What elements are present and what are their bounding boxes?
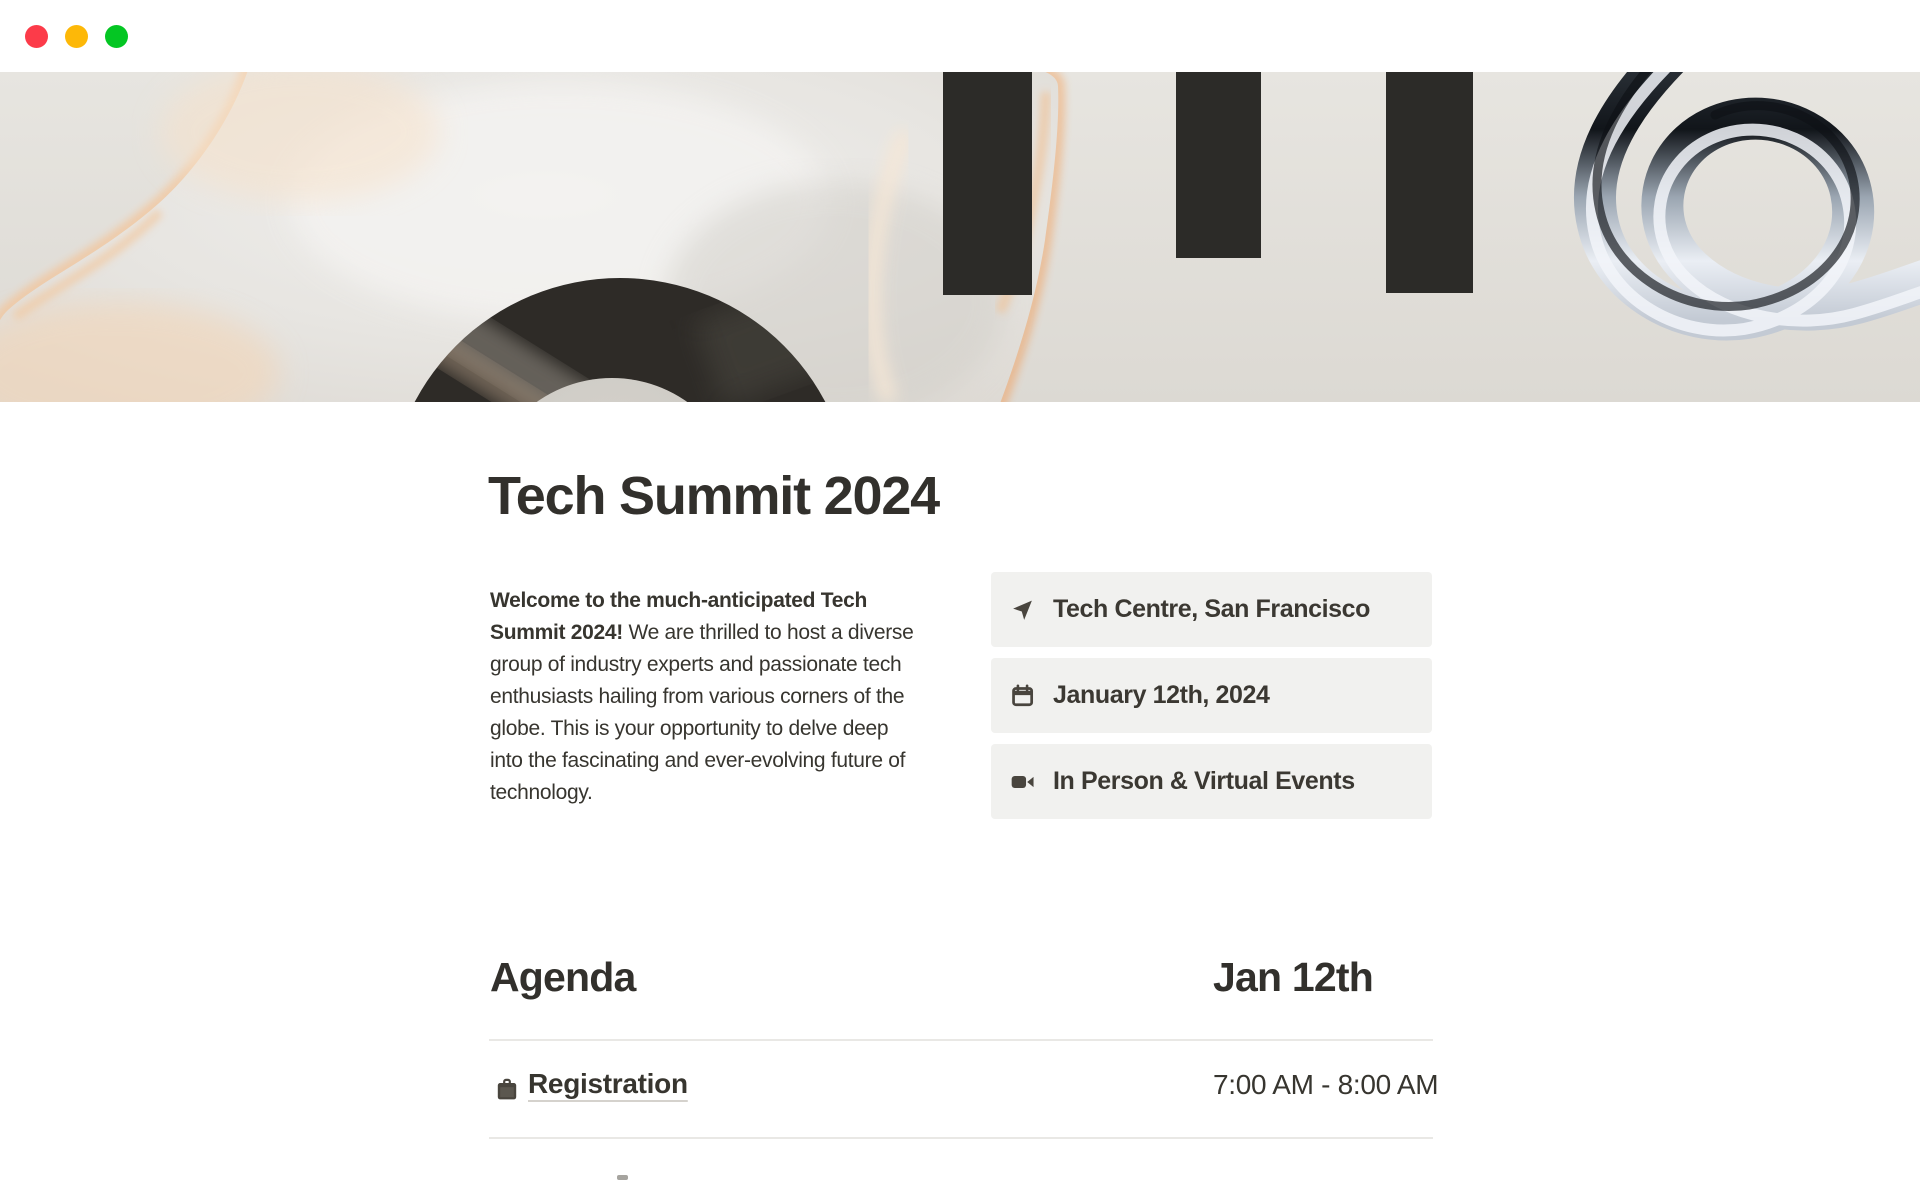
briefcase-icon [495,1077,519,1103]
minimize-window-button[interactable] [65,25,88,48]
agenda-divider-bottom [489,1137,1433,1139]
format-card[interactable] [991,744,1432,819]
intro-regular-text: We are thrilled to host a diverse group of industry experts and passionate tech enthusiasts hailing from various corners of the globe. This is your opportunity to delve deep into the fascinating and ever-evolving future of technology. [490,621,914,804]
intro-paragraph [490,585,914,809]
video-camera-icon [1010,769,1035,794]
page-title: Tech Summit 2024 [488,466,939,527]
agenda-item-time: 7:00 AM - 8:00 AM [1213,1069,1439,1100]
agenda-item-registration-link[interactable]: Registration [528,1068,688,1099]
calendar-icon [1010,683,1035,708]
location-card[interactable] [991,572,1432,647]
agenda-heading: Agenda [490,954,636,1000]
window-titlebar [0,0,1920,72]
next-agenda-item-icon-peek [617,1175,628,1180]
agenda-date-heading: Jan 12th [1213,954,1373,1000]
event-info-cards [991,572,1432,830]
page-cover-image [0,72,1920,402]
zoom-window-button[interactable] [105,25,128,48]
date-card[interactable] [991,658,1432,733]
format-card-label: In Person & Virtual Events [1053,767,1355,795]
navigation-arrow-icon [1010,597,1035,622]
date-card-label: January 12th, 2024 [1053,681,1270,709]
location-card-label: Tech Centre, San Francisco [1053,595,1371,623]
agenda-divider-top [489,1039,1433,1041]
close-window-button[interactable] [25,25,48,48]
intro-bold-text: Welcome to the much-anticipated Tech Summit 2024! [490,589,867,644]
